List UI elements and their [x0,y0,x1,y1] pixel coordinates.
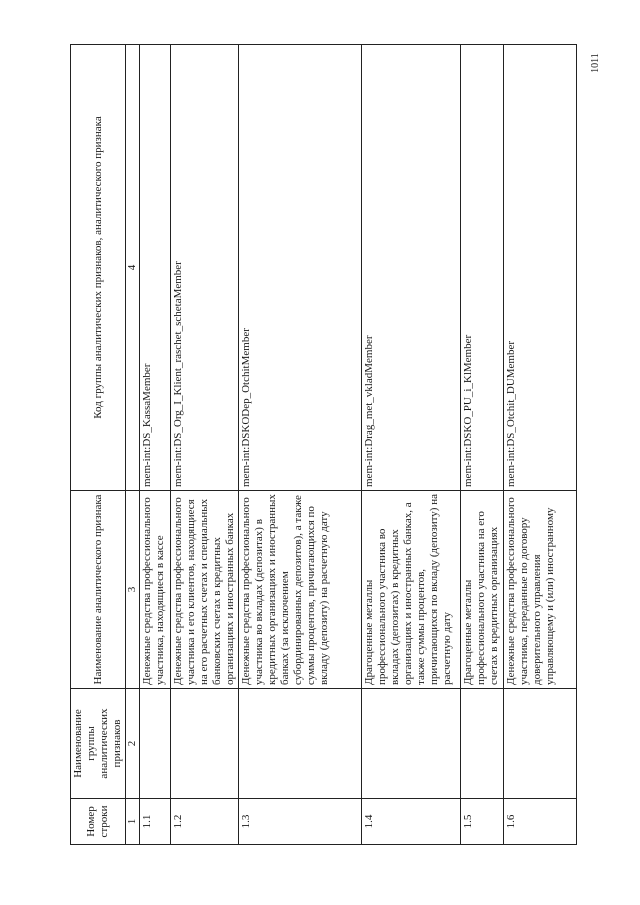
row-number: 1.2 [171,799,239,845]
code-cell: mem-int:DSKO_PU_i_KlMember [461,45,504,491]
header-group-name: Наименование группы аналитических признаков [71,689,126,799]
group-name-cell [239,689,362,799]
code-cell: mem-int:DS_Org_I_Klient_raschet_schetaMember [171,45,239,491]
column-number: 4 [126,45,140,491]
table-header-row [71,45,126,845]
column-number-row [126,45,140,845]
row-number: 1.1 [140,799,171,845]
row-number: 1.4 [362,799,461,845]
row-number: 1.6 [504,799,577,845]
attribute-name-cell: Денежные средства профессионального участника и его клиентов, находящиеся на его расчетных счетах и специальных банковских счетах в кредитных организациях и иностранных банках [171,491,239,689]
column-number: 2 [126,689,140,799]
analytics-table [70,44,577,845]
group-name-cell [461,689,504,799]
table-row [171,45,239,845]
page-number: 1011 [590,53,601,73]
code-cell: mem-int:Drag_met_vkladMember [362,45,461,491]
code-cell: mem-int:DS_KassaMember [140,45,171,491]
rotated-table-container [70,45,580,845]
code-cell: mem-int:DSKODep_OtchitMember [239,45,362,491]
attribute-name-cell: Драгоценные металлы профессионального участника на его счетах в кредитных организациях [461,491,504,689]
table-row [504,45,577,845]
header-attribute-name: Наименование аналитического признака [71,491,126,689]
attribute-name-cell: Денежные средства профессионального участника, переданные по договору доверительного управления управляющему и (или) иностранному [504,491,577,689]
group-name-cell [140,689,171,799]
row-number: 1.3 [239,799,362,845]
table-row [239,45,362,845]
attribute-name-cell: Денежные средства профессионального участника, находящиеся в кассе [140,491,171,689]
table-row [362,45,461,845]
group-name-cell [362,689,461,799]
group-name-cell [504,689,577,799]
table-row [461,45,504,845]
header-row-number: Номер строки [71,799,126,845]
column-number: 1 [126,799,140,845]
code-cell: mem-int:DS_Otchit_DUMember [504,45,577,491]
attribute-name-cell: Денежные средства профессионального участника во вкладах (депозитах) в кредитных организациях и иностранных банках (за исключением субординированных депозитов), а также суммы процентов, причитающихся по вкладу (депозиту) на расчетную дату [239,491,362,689]
table-row [140,45,171,845]
group-name-cell [171,689,239,799]
column-number: 3 [126,491,140,689]
row-number: 1.5 [461,799,504,845]
attribute-name-cell: Драгоценные металлы профессионального участника во вкладах (депозитах) в кредитных организациях и иностранных банках, а также суммы процентов, причитающихся по вкладу (депозиту) на расчетную дату [362,491,461,689]
header-code: Код группы аналитических признаков, аналитического признака [71,45,126,491]
